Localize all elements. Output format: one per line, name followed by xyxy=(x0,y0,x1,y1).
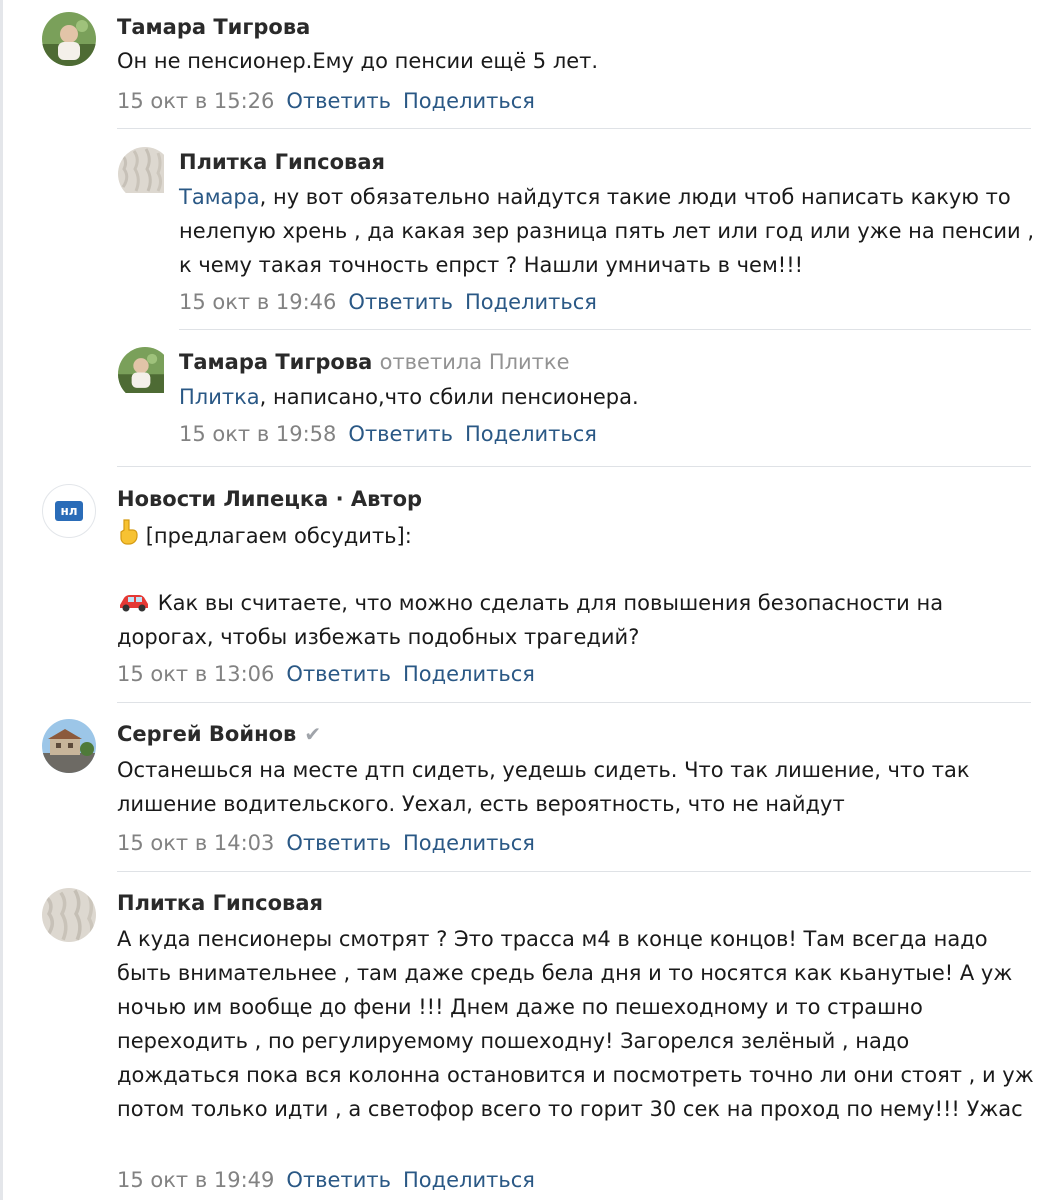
comment-meta xyxy=(117,1166,535,1194)
share-button[interactable]: Поделиться xyxy=(464,422,597,446)
comment-author[interactable]: Плитка Гипсовая xyxy=(117,891,324,915)
comment-author-row xyxy=(117,720,321,748)
mention-link[interactable]: Плитка xyxy=(179,385,260,409)
avatar[interactable] xyxy=(42,888,96,942)
comment-author-row xyxy=(179,348,570,376)
share-button[interactable]: Поделиться xyxy=(402,1168,535,1192)
avatar[interactable] xyxy=(42,12,96,66)
comment-meta xyxy=(179,420,597,448)
comment-text: Останешься на месте дтп сидеть, уедешь сидеть. Что так лишение, что так лишение водительского. Уехал, есть вероятность, что не найдут xyxy=(117,758,970,816)
user-photo-icon xyxy=(118,347,164,393)
comment-author[interactable]: Сергей Войнов xyxy=(117,722,297,746)
thread-guide-line xyxy=(0,0,3,1200)
reply-button[interactable]: Ответить xyxy=(286,831,391,855)
reply-button[interactable]: Ответить xyxy=(348,422,453,446)
reply-button[interactable]: Ответить xyxy=(286,662,391,686)
avatar[interactable] xyxy=(42,484,96,538)
news-logo-icon: нл xyxy=(55,501,83,521)
comment-text: Тамара, ну вот обязательно найдутся такие люди чтоб написать какую то нелепую хрень , да какая зер разница пять лет или год или уже на пенсии , к чему такая точность епрст ? Нашли умничать в чем!!! xyxy=(179,185,1035,277)
separator xyxy=(179,329,1031,330)
mention-link[interactable]: Тамара xyxy=(179,185,260,209)
avatar[interactable] xyxy=(118,347,172,401)
comment-date[interactable]: 15 окт в 14:03 xyxy=(117,831,275,855)
comment-meta xyxy=(179,288,597,316)
share-button[interactable]: Поделиться xyxy=(402,89,535,113)
plaster-texture-icon xyxy=(42,888,96,942)
comment-date[interactable]: 15 окт в 19:49 xyxy=(117,1168,275,1192)
comment-date[interactable]: 15 окт в 19:46 xyxy=(179,290,337,314)
pointing-down-hand-icon xyxy=(117,518,139,546)
reply-note[interactable]: ответила Плитке xyxy=(379,350,570,374)
separator xyxy=(117,871,1031,872)
reply-button[interactable]: Ответить xyxy=(286,1168,391,1192)
separator xyxy=(117,466,1031,467)
comment-text: Он не пенсионер.Ему до пенсии ещё 5 лет. xyxy=(117,49,599,73)
separator xyxy=(117,702,1031,703)
comment-date[interactable]: 15 окт в 13:06 xyxy=(117,662,275,686)
share-button[interactable]: Поделиться xyxy=(402,662,535,686)
comment-text: Как вы считаете, что можно сделать для повышения безопасности на дорогах, чтобы избежать подобных трагедий? xyxy=(117,591,944,649)
plaster-texture-icon xyxy=(118,147,164,193)
comment-author[interactable]: Тамара Тигрова xyxy=(179,350,373,374)
comment-text: А куда пенсионеры смотрят ? Это трасса м4 в конце концов! Там всегда надо быть внимательнее , там даже средь бела дня и то носятся как кьанутые! А уж ночью им вообще до фени !!! Днем даже по пешеходному и то страшно переходить , по регулируемому пошеходну! Загорелся зелёный , надо дождаться пока вся колонна остановится и посмотреть точно ли они стоят , и уж потом только идти , а светофор всего то горит 30 сек на проход по нему!!! Ужас xyxy=(117,927,1034,1121)
comment-meta xyxy=(117,87,535,115)
comment-date[interactable]: 15 окт в 15:26 xyxy=(117,89,275,113)
avatar[interactable] xyxy=(42,719,96,773)
comment-author[interactable]: Новости Липецка · Автор xyxy=(117,487,423,511)
comment-author[interactable]: Плитка Гипсовая xyxy=(179,150,386,174)
comment-meta xyxy=(117,829,535,857)
separator xyxy=(117,128,1031,129)
landscape-photo-icon xyxy=(42,719,96,773)
comment-date[interactable]: 15 окт в 19:58 xyxy=(179,422,337,446)
comment-text: Плитка, написано,что сбили пенсионера. xyxy=(179,385,639,409)
comment-author[interactable]: Тамара Тигрова xyxy=(117,15,311,39)
user-photo-icon xyxy=(42,12,96,66)
avatar[interactable] xyxy=(118,147,172,201)
comment-text-line: [предлагаем обсудить]: xyxy=(117,518,1027,553)
share-button[interactable]: Поделиться xyxy=(402,831,535,855)
reply-button[interactable]: Ответить xyxy=(348,290,453,314)
share-button[interactable]: Поделиться xyxy=(464,290,597,314)
red-car-icon xyxy=(117,591,151,613)
verified-check-icon: ✔ xyxy=(304,722,322,746)
reply-button[interactable]: Ответить xyxy=(286,89,391,113)
comment-meta xyxy=(117,660,535,688)
